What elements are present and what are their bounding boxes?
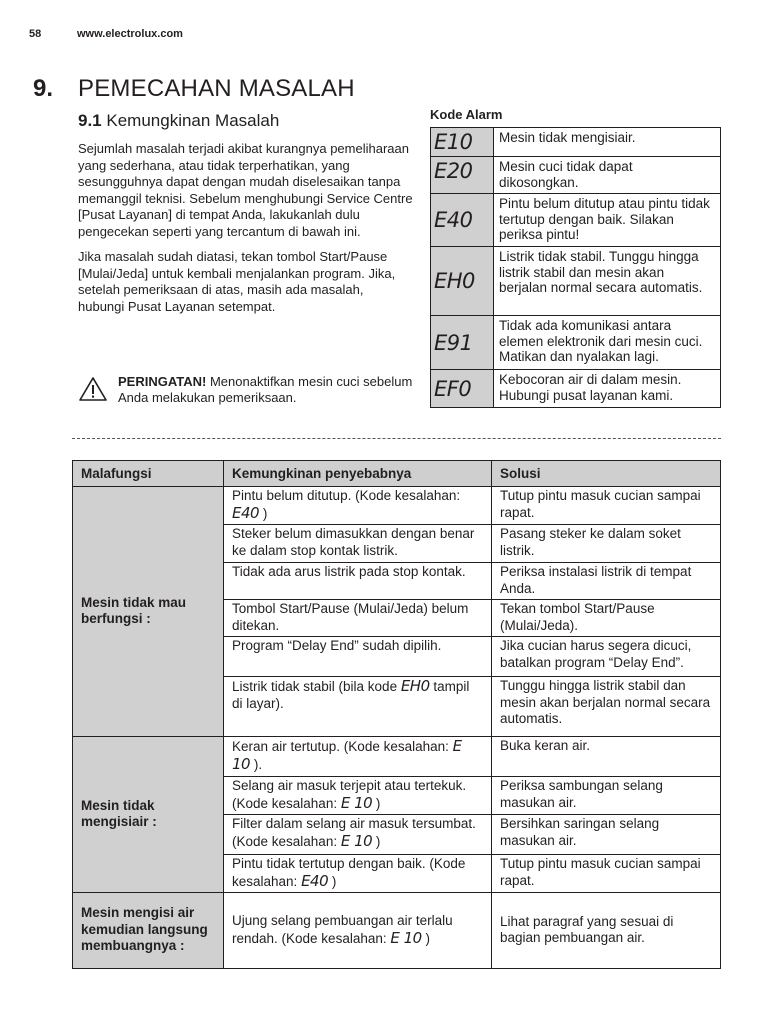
header-malfunction: Malafungsi	[73, 461, 224, 487]
warning-triangle-icon	[78, 376, 108, 402]
page-number: 58	[29, 28, 42, 40]
malfunction-cell: Mesin tidak mengisiair :	[73, 737, 224, 893]
error-code: E 10	[340, 793, 373, 812]
alarm-code: E20	[431, 157, 494, 194]
error-code: EH0	[400, 677, 430, 695]
cause-cell: Filter dalam selang air masuk tersumbat. (Kode kesalahan: E 10 )	[224, 815, 492, 855]
website-url: www.electrolux.com	[77, 28, 183, 40]
troubleshooting-table	[72, 460, 721, 969]
cause-cell: Pintu tidak tertutup dengan baik. (Kode kesalahan: E40 )	[224, 855, 492, 893]
table-row	[73, 737, 721, 777]
solution-cell: Tutup pintu masuk cucian sampai rapat.	[492, 855, 721, 893]
solution-cell: Pasang steker ke dalam soket listrik.	[492, 525, 721, 563]
intro-paragraph-2: Jika masalah sudah diatasi, tekan tombol Start/Pause [Mulai/Jeda] untuk kembali menjalankan program. Jika, setelah pemeriksaan di atas, masih ada masalah, hubungi Pusat Layanan setempat.	[78, 249, 396, 314]
solution-cell: Tunggu hingga listrik stabil dan mesin akan berjalan normal secara automatis.	[492, 677, 721, 737]
alarm-row	[431, 194, 721, 247]
subsection-title	[78, 111, 279, 131]
error-code: E 10	[390, 928, 422, 947]
cause-cell: Selang air masuk terjepit atau tertekuk. (Kode kesalahan: E 10 )	[224, 777, 492, 815]
cause-cell: Listrik tidak stabil (bila kode EH0 tampil di layar).	[224, 677, 492, 737]
cause-cell: Tombol Start/Pause (Mulai/Jeda) belum ditekan.	[224, 600, 492, 637]
header-cause: Kemungkinan penyebabnya	[224, 461, 492, 487]
table-row	[73, 487, 721, 525]
alarm-codes-table	[430, 127, 721, 408]
alarm-row	[431, 157, 721, 194]
alarm-row	[431, 128, 721, 157]
table-header-row	[73, 461, 721, 487]
alarm-code: EF0	[431, 370, 494, 408]
warning-label: PERINGATAN!	[118, 374, 207, 389]
alarm-code: E10	[431, 128, 494, 157]
cause-cell: Keran air tertutup. (Kode kesalahan: E 10 ).	[224, 737, 492, 777]
error-code: E 10	[232, 737, 462, 773]
solution-cell: Periksa instalasi listrik di tempat Anda.	[492, 563, 721, 600]
cause-cell: Program “Delay End” sudah dipilih.	[224, 637, 492, 677]
alarm-row	[431, 316, 721, 370]
solution-cell: Jika cucian harus segera dicuci, batalkan program “Delay End”.	[492, 637, 721, 677]
solution-cell: Lihat paragraf yang sesuai di bagian pembuangan air.	[492, 893, 721, 969]
alarm-description: Pintu belum ditutup atau pintu tidak tertutup dengan baik. Silakan periksa pintu!	[494, 194, 721, 247]
alarm-description: Mesin cuci tidak dapat dikosongkan.	[494, 157, 721, 194]
solution-cell: Periksa sambungan selang masukan air.	[492, 777, 721, 815]
alarm-codes-heading: Kode Alarm	[430, 107, 503, 122]
warning-block	[78, 374, 413, 405]
solution-cell: Bersihkan saringan selang masukan air.	[492, 815, 721, 855]
error-code: E 10	[340, 831, 373, 850]
alarm-description: Listrik tidak stabil. Tunggu hingga listrik stabil dan mesin akan berjalan normal secara automatis.	[494, 247, 721, 316]
alarm-code: E91	[431, 316, 494, 370]
warning-text	[118, 374, 413, 405]
section-number: 9.	[33, 75, 54, 102]
error-code: E40	[232, 503, 260, 522]
solution-cell: Tutup pintu masuk cucian sampai rapat.	[492, 487, 721, 525]
malfunction-cell: Mesin tidak mau berfungsi :	[73, 487, 224, 737]
alarm-code: EH0	[431, 247, 494, 316]
cause-cell: Ujung selang pembuangan air terlalu rendah. (Kode kesalahan: E 10 )	[224, 893, 492, 969]
error-code: E40	[301, 871, 329, 890]
intro-text	[78, 141, 413, 324]
header-solution: Solusi	[492, 461, 721, 487]
cause-cell: Pintu belum ditutup. (Kode kesalahan: E40 )	[224, 487, 492, 525]
alarm-description: Mesin tidak mengisiair.	[494, 128, 721, 157]
malfunction-cell: Mesin mengisi air kemudian langsung membuangnya :	[73, 893, 224, 969]
warning-message: Menonaktifkan mesin cuci sebelum Anda melakukan pemeriksaan.	[118, 374, 413, 405]
solution-cell: Buka keran air.	[492, 737, 721, 777]
cause-cell: Steker belum dimasukkan dengan benar ke dalam stop kontak listrik.	[224, 525, 492, 563]
alarm-description: Tidak ada komunikasi antara elemen elektronik dari mesin cuci. Matikan dan nyalakan lagi.	[494, 316, 721, 370]
subsection-title-text: Kemungkinan Masalah	[106, 111, 280, 130]
alarm-code: E40	[431, 194, 494, 247]
dashed-divider	[72, 438, 721, 439]
intro-paragraph-1: Sejumlah masalah terjadi akibat kurangnya pemeliharaan yang sederhana, atau tidak terperhatikan, yang sesungguhnya dapat dengan mudah diselesaikan tanpa memanggil teknisi. Sebelum menghubungi Service Centre [Pusat Layanan] di tempat Anda, lakukanlah dulu pengecekan seperti yang tercantum di bawah ini.	[78, 141, 413, 239]
alarm-row	[431, 370, 721, 408]
cause-cell: Tidak ada arus listrik pada stop kontak.	[224, 563, 492, 600]
table-row	[73, 893, 721, 969]
section-title: PEMECAHAN MASALAH	[78, 75, 355, 102]
subsection-number: 9.1	[78, 111, 102, 130]
alarm-description: Kebocoran air di dalam mesin. Hubungi pusat layanan kami.	[494, 370, 721, 408]
solution-cell: Tekan tombol Start/Pause (Mulai/Jeda).	[492, 600, 721, 637]
alarm-row	[431, 247, 721, 316]
